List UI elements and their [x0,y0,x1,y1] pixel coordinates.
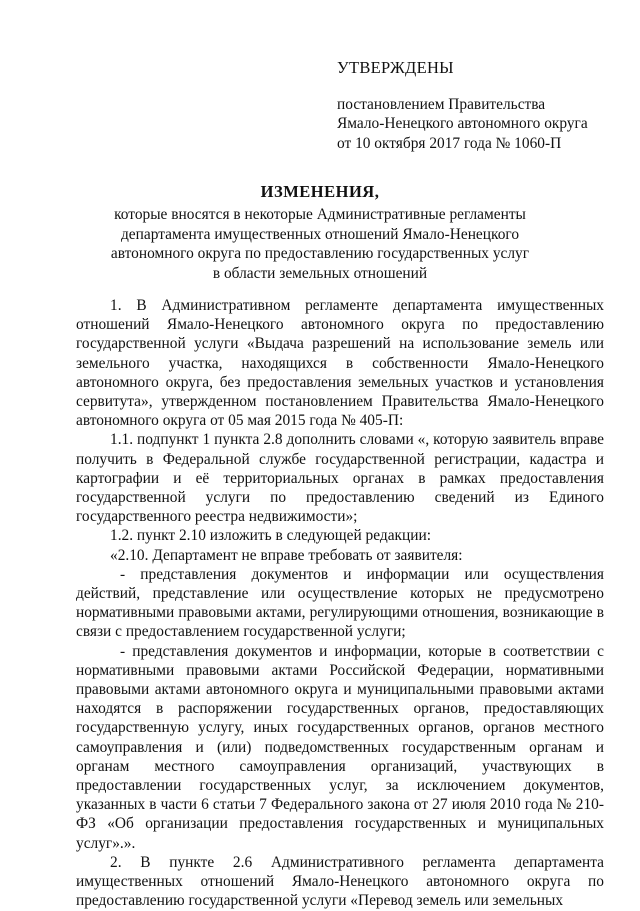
paragraph-1-2-quote: «2.10. Департамент не вправе требовать от заявителя: [110,546,463,564]
document-body [76,296,604,911]
document-subtitle-line: в области земельных отношений [212,264,428,282]
document-title: ИЗМЕНЕНИЯ, [260,182,380,201]
document-subtitle-line: автономного округа по предоставлению государственных услуг [110,245,530,263]
paragraph-dash-1: - представления документов и информации или осуществления действий, представление или осуществление которых не предусмотрено нормативными правовыми актами, регулирующими отношения, возникающие в связи с предоставлением государственной услуги; [76,565,604,641]
approval-stamp [337,58,627,153]
document-subtitle-line: департамента имущественных отношений Ямало-Ненецкого [120,225,520,243]
paragraph-1-2: 1.2. пункт 2.10 изложить в следующей редакции: [110,527,431,545]
approval-line: Ямало-Ненецкого автономного округа [337,115,588,133]
paragraph-dash-2: - представления документов и информации, которые в соответствии с нормативными правовыми актами Российской Федерации, нормативными правовыми актами автономного округа и муниципальными правовыми актами находятся в распоряжении государственных органов, предоставляющих государственную услугу, иных государственных органов, органов местного самоуправления и (или) подведомственных государственным органам и органам местного самоуправления организаций, участвующих в предоставлении государственных услуг, за исключением документов, указанных в части 6 статьи 7 Федерального закона от 27 июля 2010 года № 210-ФЗ «Об организации предоставления государственных и муниципальных услуг».». [76,642,604,852]
paragraph-1-1: 1.1. подпункт 1 пункта 2.8 дополнить словами «, которую заявитель вправе получить в Федеральной службе государственной регистрации, кадастра и картографии и её территориальных органах в рамках предоставления государственной услуги по предоставлению сведений из Единого государственного реестра недвижимости»; [76,431,604,526]
paragraph-1: 1. В Административном регламенте департамента имущественных отношений Ямало-Ненецкого автономного округа по предоставлению государственной услуги «Выдача разрешений на использование земель или земельного участка, находящихся в собственности Ямало-Ненецкого автономного округа, без предоставления земельных участков и установления сервитута», утвержденном постановлением Правительства Ямало-Ненецкого автономного округа от 05 мая 2015 года № 405-П: [76,297,604,430]
document-subtitle-line: которые вносятся в некоторые Административные регламенты [114,206,526,224]
paragraph-2: 2. В пункте 2.6 Административного регламента департамента имущественных отношений Ямало-Ненецкого автономного округа по предоставлению государственной услуги «Перевод земель или земельных [76,853,604,910]
document-title-block [60,182,580,283]
approval-line: от 10 октября 2017 года № 1060-П [337,134,562,152]
approval-line: постановлением Правительства [337,96,546,114]
approval-heading: УТВЕРЖДЕНЫ [337,58,454,77]
